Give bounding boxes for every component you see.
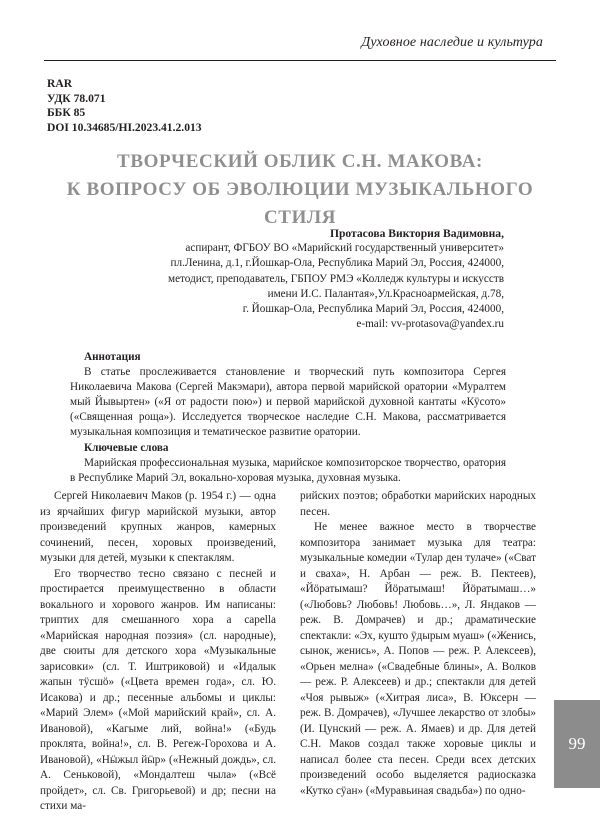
body-paragraph: рийских поэтов; обработки марийских народных песен. [300,490,536,518]
meta-bbk: ББК 85 [47,106,86,120]
meta-udk: УДК 78.071 [47,91,106,105]
body-paragraph: Не менее важное место в творчестве композитора занимает музыка для театра: музыкальные комедии «Тулар ден тулаче» («Сват и сваха», Н. Арбан — реж. В. Пектеев), «Йӧратымаш? Йӧратымаш! Йӧратымаш…» («Любовь? Любовь! Любовь…», Л. Яндаков — реж. В. Домрачев) и др.; драматические спектакли: «Эх, кушто ӱдырым муаш» («Женись, сынок, женись», А. Попов — реж. Р. Алексеев), «Орьен мелна» («Свадебные блины», А. Волков — реж. Р. Алексеев) и др.; спектакли для детей «Чоя рывыж» («Хитрая лиса», В. Юксерн — реж. В. Домрачев), «Лучшее лекарство от злобы» (И. Цунский — реж. А. Ямаев) и др. Для детей С.Н. Маков создал также хоровые циклы и написал более ста песен. Среди всех детских произведений особо выделяется радиосказка «Кутко сӱан» («Муравьиная свадьба») по одно- [300,521,536,797]
author-affiliation-line: аспирант, ФГБОУ ВО «Марийский государственный университет» [185,242,504,255]
author-name: Протасова Виктория Вадимовна, [329,227,504,240]
page-number: 99 [568,734,586,753]
body-column-left [40,489,276,815]
keywords-text: Марийская профессиональная музыка, марийское композиторское творчество, оратория в Республике Марий Эл, вокально-хоровая музыка, духовная музыка. [70,456,506,484]
article-title [40,148,560,232]
keywords-heading: Ключевые слова [84,441,169,454]
abstract-block [70,350,506,486]
running-head: Духовное наследие и культура [361,35,543,50]
article-meta [47,77,202,135]
page-number-tab [554,700,600,788]
author-affiliation-line: пл.Ленина, д.1, г.Йошкар-Ола, Республика Марий Эл, Россия, 424000, [170,257,504,270]
body-paragraph: Его творчество тесно связано с песней и простирается преимущественно в области вокального и хорового жанров. Им написаны: триптих для смешанного хора a capella «Марийская народная поэзия» (сл. народные), две сюиты для детского хора «Музыкальные зарисовки» (сл. Т. Иштриковой) и «Идалык жапын тӱсшӧ» («Цвета времен года», сл. Ю. Исакова) и др.; песенные альбомы и циклы: «Марий Элем» («Мой марийский край», сл. А. Ивановой), «Кагыме лий, война!» («Будь проклята, война!», сл. В. Регеж-Горохова и А. Ивановой), «Нӹжыл йӹр» («Нежный дождь», сл. А. Сеньковой), «Мондалтеш чыла» («Всё пройдет», сл. Св. Григорьевой) и др; песни на стихи ма- [40,567,276,812]
author-email[interactable]: e-mail: vv-protasova@yandex.ru [356,318,504,331]
body-paragraph: Сергей Николаевич Маков (р. 1954 г.) — одна из ярчайших фигур марийской музыки, автор произведений крупных жанров, камерных сочинений, песен, хоровых произведений, музыки для детей, музыки к спектаклям. [40,490,276,564]
meta-rar: RAR [47,77,73,90]
abstract-text: В статье прослеживается становление и творческий путь композитора Сергея Николаевича Макова (Сергей Макэмари), автора первой марийской оратории «Мурaлтем мый Йывыртен» («Я от радости пою») и первой марийской духовной кантаты «Кӱсото» («Священная роща»). Исследуется творческое наследие С.Н. Макова, рассматривается музыкальная композиция и тематическое развитие оратории. [70,366,506,439]
title-line-2: К ВОПРОСУ ОБ ЭВОЛЮЦИИ МУЗЫКАЛЬНОГО СТИЛЯ [66,179,534,228]
header-rule [44,60,556,61]
author-affiliation-line: методист, преподаватель, ГБПОУ РМЭ «Колледж культуры и искусств [168,272,504,285]
abstract-heading: Аннотация [84,351,141,363]
body-column-right [300,489,536,799]
author-affiliation-line: имени И.С. Палантая»,Ул.Красноармейская, д.78, [267,287,504,300]
author-block [168,226,504,332]
title-line-1: ТВОРЧЕСКИЙ ОБЛИК С.Н. МАКОВА: [117,151,483,172]
author-affiliation-line: г. Йошкар-Ола, Республика Марий Эл, Россия, 424000, [242,303,504,316]
meta-doi: DOI 10.34685/HI.2023.41.2.013 [47,120,202,134]
